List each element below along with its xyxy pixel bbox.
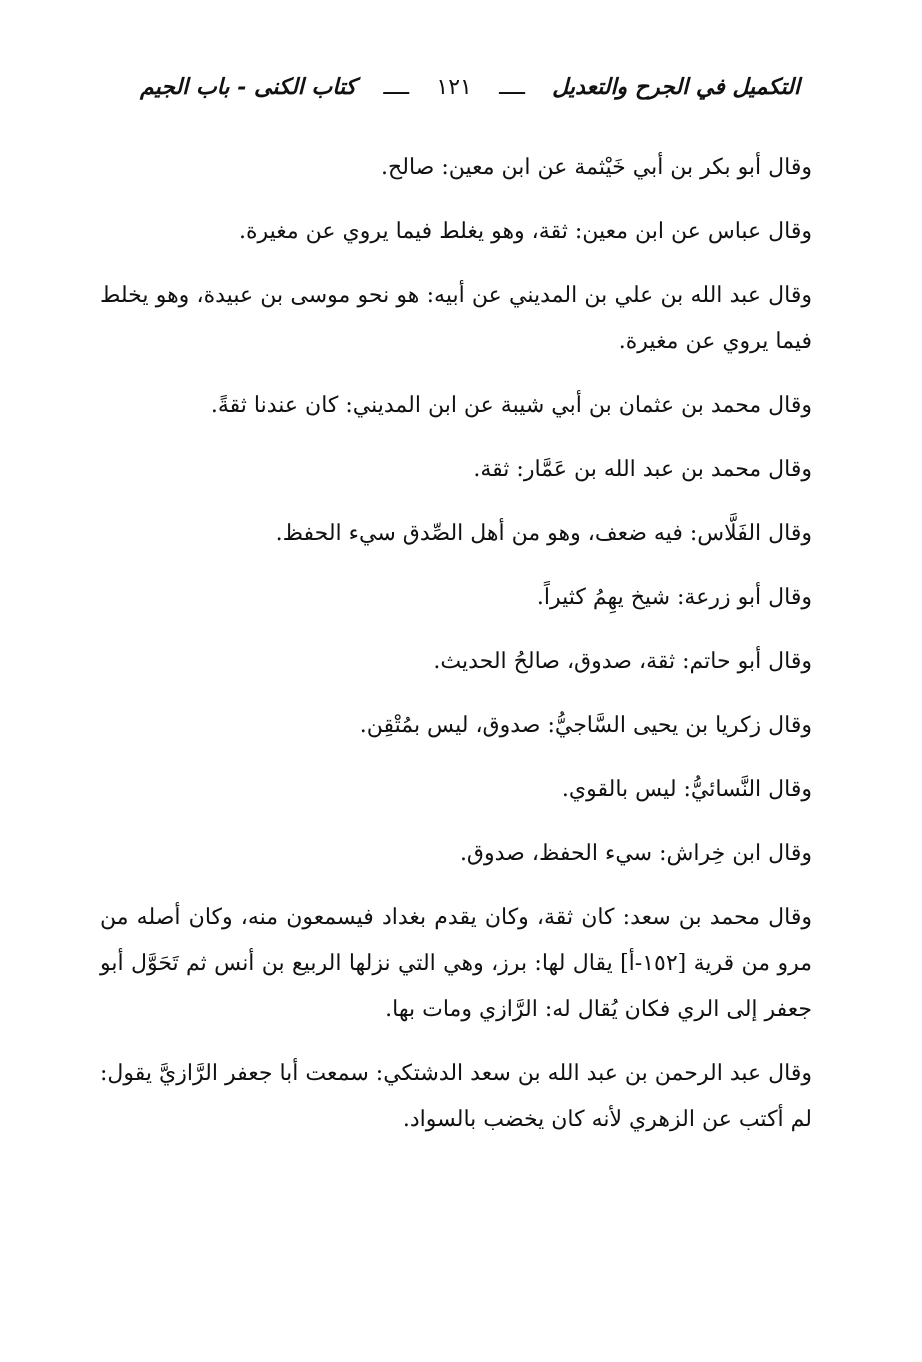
paragraph: وقال أبو زرعة: شيخ يهِمُ كثيراً. — [536, 585, 812, 610]
paragraph: وقال عبد الرحمن بن عبد الله بن سعد الدشتكي: سمعت أبا جعفر الرَّازيَّ يقول: لم أكتب عن الزهري لأنه كان يخضب بالسواد. — [100, 1061, 812, 1132]
header-book-title: التكميل في الجرح والتعديل — [552, 74, 800, 100]
page-body — [100, 145, 812, 1161]
paragraph: وقال الفَلَّاس: فيه ضعف، وهو من أهل الصِّدق سيء الحفظ. — [275, 521, 812, 546]
paragraph: وقال النَّسائيُّ: ليس بالقوي. — [561, 777, 812, 802]
running-header — [140, 74, 800, 100]
header-separator-left: ــــ — [383, 74, 410, 100]
paragraph: وقال عبد الله بن علي بن المديني عن أبيه: هو نحو موسى بن عبيدة، وهو يخلط فيما يروي عن مغيرة. — [100, 283, 812, 354]
paragraph: وقال زكريا بن يحيى السَّاجيُّ: صدوق، ليس بمُتْقِن. — [359, 713, 812, 738]
header-separator-right: ــــ — [499, 74, 525, 100]
paragraph: وقال عباس عن ابن معين: ثقة، وهو يغلط فيما يروي عن مغيرة. — [238, 219, 812, 244]
paragraph: وقال أبو بكر بن أبي خَيْثمة عن ابن معين: صالح. — [381, 155, 812, 180]
header-page-number: ١٢١ — [436, 74, 472, 100]
paragraph: وقال ابن خِراش: سيء الحفظ، صدوق. — [459, 841, 812, 866]
paragraph: وقال أبو حاتم: ثقة، صدوق، صالحُ الحديث. — [433, 649, 812, 674]
paragraph: وقال محمد بن عثمان بن أبي شيبة عن ابن المديني: كان عندنا ثقةً. — [210, 393, 812, 418]
paragraph: وقال محمد بن سعد: كان ثقة، وكان يقدم بغداد فيسمعون منه، وكان أصله من مرو من قرية [١٥٢-أ] يقال لها: برز، وهي التي نزلها الربيع بن أنس ثم تَحَوَّل أبو جعفر إلى الري فكان يُقال له: الرَّازي ومات بها. — [100, 905, 812, 1022]
header-section-title: كتاب الكنى - باب الجيم — [140, 74, 357, 100]
paragraph: وقال محمد بن عبد الله بن عَمَّار: ثقة. — [473, 457, 812, 482]
